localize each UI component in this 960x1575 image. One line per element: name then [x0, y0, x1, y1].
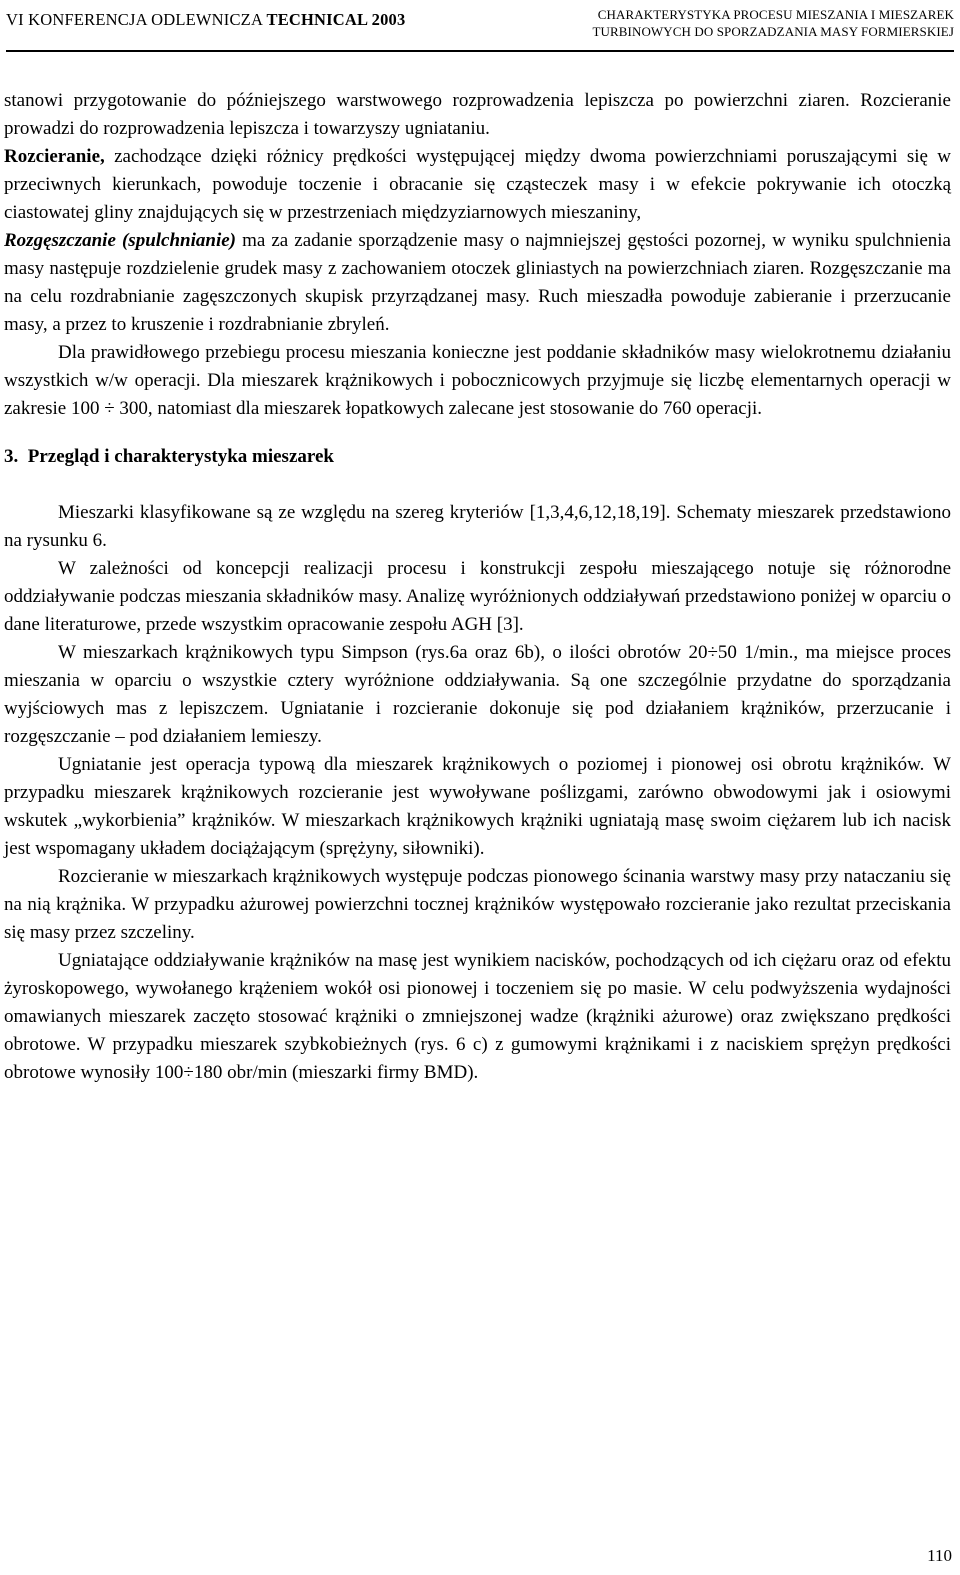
- paragraph-operations: Dla prawidłowego przebiegu procesu mieszania konieczne jest poddanie składników masy wielokrotnemu działaniu wszystkich w/w operacji. Dla mieszarek krążnikowych i pobocznicowych przyjmuje się liczbę elementarnych operacji w zakresie 100 ÷ 300, natomiast dla mieszarek łopatkowych zalecane jest stosowanie do 760 operacji.: [4, 342, 951, 419]
- paragraph-naciski: Ugniatające oddziaływanie krążników na masę jest wynikiem nacisków, pochodzących od ich ciężaru oraz od efektu żyroskopowego, wywołanego krążeniem wokół osi pionowej i toczeniem się po masie. W celu podwyższenia wydajności omawianych mieszarek zaczęto stosować krążniki o zmniejszonej wadze (krążniki ażurowe) oraz zwiększano prędkości obrotowe. W przypadku mieszarek szybkobieżnych (rys. 6 c) z gumowymi krążnikami i z naciskiem sprężyn prędkości obrotowe wynosiły 100÷180 obr/min (mieszarki firmy BMD).: [4, 950, 951, 1083]
- conference-title: [6, 10, 405, 30]
- paragraph-rozcieranie: [4, 143, 951, 227]
- running-title: [592, 6, 954, 40]
- section-heading: 3. Przegląd i charakterystyka mieszarek: [4, 446, 334, 467]
- paragraph-rozgeszczanie: [4, 227, 951, 339]
- spacer: [4, 471, 951, 499]
- paragraph-rozcieranie-text: zachodzące dzięki różnicy prędkości występującej między dwoma powierzchniami poruszającymi się w przeciwnych kierunkach, powoduje toczenie i obracanie się cząsteczek masy i w efekcie pokrywanie ich otoczką ciastowatej gliny znajdujących się w przestrzeniach międzyziarnowych mieszaniny,: [4, 146, 951, 223]
- paragraph-rozcieranie-krazniki: Rozcieranie w mieszarkach krążnikowych występuje podczas pionowego ścinania warstwy masy przy nataczaniu się na nią krążnika. W przypadku ażurowej powierzchni tocznej krążników występowało rozcieranie jako rezultat przeciskania się masy przez szczeliny.: [4, 866, 951, 943]
- paragraph-rozgeszczanie-text: ma za zadanie sporządzenie masy o najmniejszej gęstości pozornej, w wyniku spulchnienia masy następuje rozdzielenie grudek masy z zachowaniem otoczek gliniastych na powierzchniach ziaren. Rozgęszczanie ma na celu rozdrabnianie zagęszczonych skupisk przyrządzanej masy. Ruch mieszadła powoduje zabieranie i przerzucanie masy, a przez to kruszenie i rozdrabnianie zbryleń.: [4, 230, 951, 335]
- paragraph-classification: Mieszarki klasyfikowane są ze względu na szereg kryteriów [1,3,4,6,12,18,19]. Schematy mieszarek przedstawiono na rysunku 6.: [4, 502, 951, 551]
- paragraph-ugniatanie: Ugniatanie jest operacja typową dla mieszarek krążnikowych o poziomej i pionowej osi obrotu krążników. W przypadku mieszarek krążnikowych rozcieranie jest wywoływane poślizgami, zarówno obwodowymi jak i osiowymi wskutek „wykorbienia” krążników. W mieszarkach krążnikowych krążniki ugniatają masę swoim ciężarem lub ich nacisk jest wspomagany układem dociążającym (sprężyny, siłowniki).: [4, 754, 951, 859]
- conference-title-prefix: VI KONFERENCJA ODLEWNICZA: [6, 10, 267, 29]
- paragraph-concepts: W zależności od koncepcji realizacji procesu i konstrukcji zespołu mieszającego notuje się różnorodne oddziaływanie podczas mieszania składników masy. Analizę wyróżnionych oddziaływań przedstawiono poniżej w oparciu o dane literaturowe, przede wszystkim opracowanie zespołu AGH [3].: [4, 558, 951, 635]
- page-header: [6, 6, 954, 50]
- page-number: 110: [927, 1546, 952, 1565]
- running-title-line-2: TURBINOWYCH DO SPORZADZANIA MASY FORMIERSKIEJ: [592, 24, 954, 39]
- running-title-line-1: CHARAKTERYSTYKA PROCESU MIESZANIA I MIESZAREK: [597, 7, 954, 22]
- header-rule: [6, 50, 954, 52]
- paragraph-simpson: W mieszarkach krążnikowych typu Simpson (rys.6a oraz 6b), o ilości obrotów 20÷50 1/min., ma miejsce proces mieszania w oparciu o wszystkie cztery wyróżnione oddziaływania. Są one szczególnie przydatne do sporządzania wyjściowych mas z lepiszczem. Ugniatanie i rozcieranie dokonuje się pod działaniem krążników, przerzucanie i rozgęszczanie – pod działaniem lemieszy.: [4, 642, 951, 747]
- spacer: [4, 423, 951, 443]
- term-rozcieranie: Rozcieranie,: [4, 146, 105, 167]
- paragraph-1: stanowi przygotowanie do późniejszego warstwowego rozprowadzenia lepiszcza po powierzchni ziaren. Rozcieranie prowadzi do rozprowadzenia lepiszcza i towarzyszy ugniataniu.: [4, 90, 951, 139]
- term-rozgeszczanie: Rozgęszczanie (spulchnianie): [4, 230, 236, 251]
- conference-title-bold: TECHNICAL 2003: [266, 10, 406, 29]
- page-body: [4, 87, 951, 1087]
